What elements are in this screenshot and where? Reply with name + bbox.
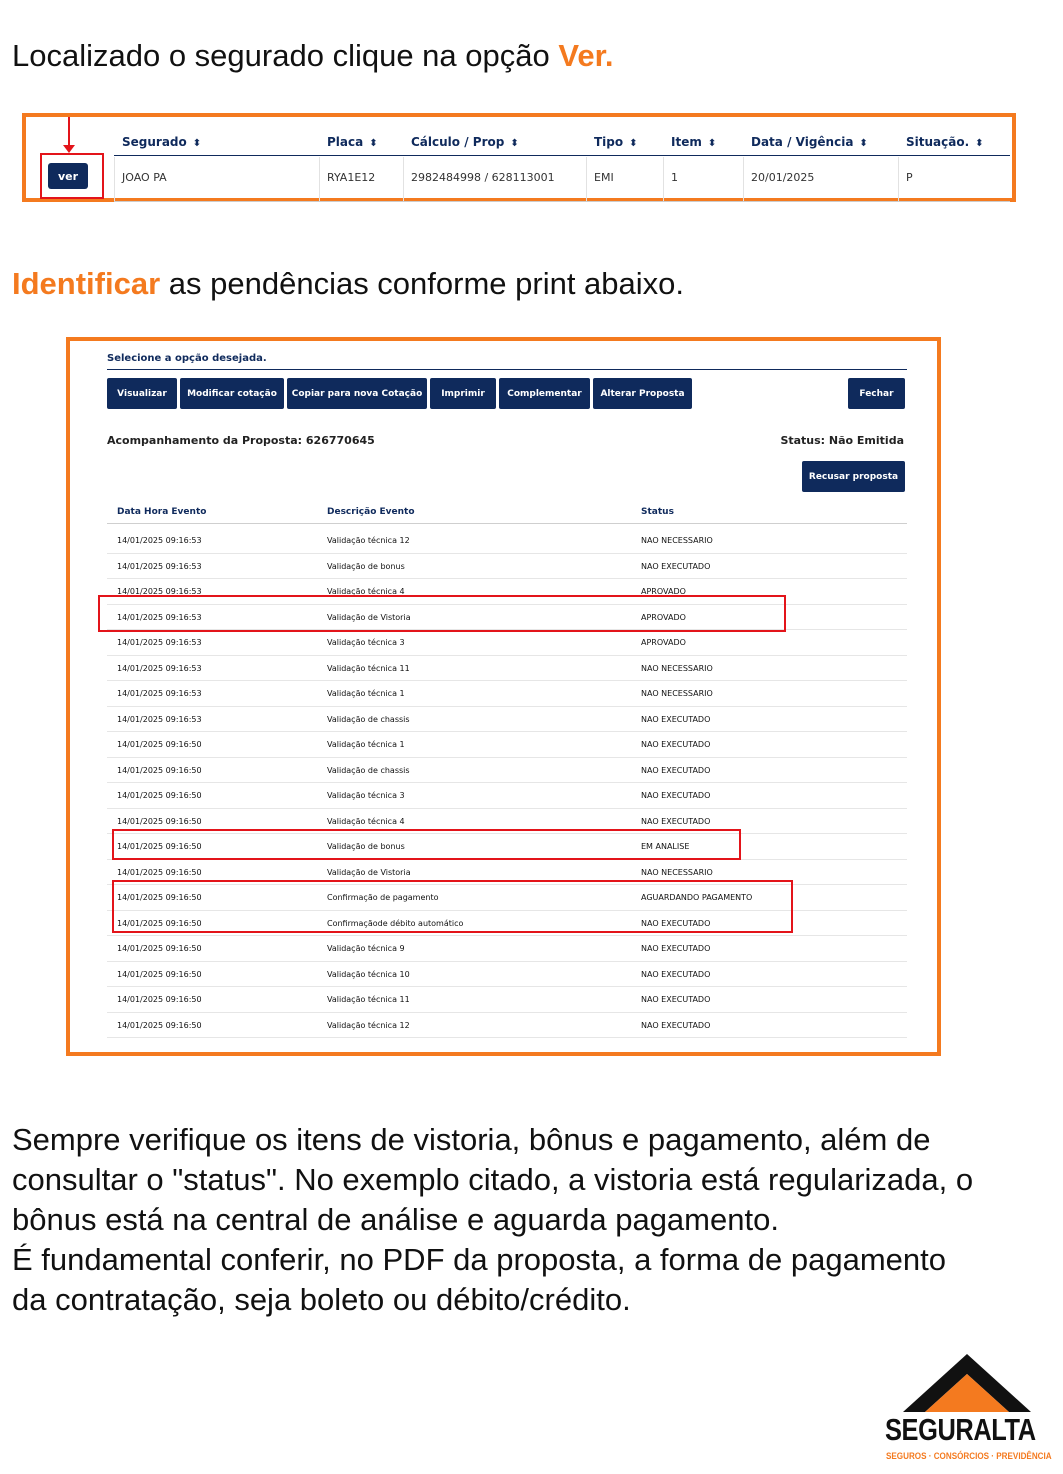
event-status: AGUARDANDO PAGAMENTO [641,893,753,902]
sort-icon: ⬍ [629,138,638,149]
event-description: Validação técnica 4 [327,816,405,826]
event-status: NAO EXECUTADO [641,995,711,1004]
event-status: NAO NECESSARIO [641,867,713,877]
event-status: NAO EXECUTADO [641,969,711,979]
event-description: Validação técnica 1 [327,689,405,698]
results-table [26,117,1012,198]
step2-highlight: Identificar [12,266,161,301]
cell-calculo: 2982484998 / 628113001 [411,171,555,184]
event-datetime: 14/01/2025 09:16:50 [117,995,202,1004]
event-description: Validação de Vistoria [327,612,411,622]
event-status: NAO EXECUTADO [641,765,711,775]
event-datetime: 14/01/2025 09:16:50 [117,867,202,877]
event-datetime: 14/01/2025 09:16:50 [117,918,202,928]
event-status: NAO EXECUTADO [641,791,711,800]
roof-logo-icon [885,1352,1050,1467]
event-status: NAO EXECUTADO [641,1020,711,1030]
complementar-button[interactable]: Complementar [499,378,590,409]
event-row [107,1013,907,1039]
alterar-proposta-button[interactable]: Alterar Proposta [593,378,692,409]
event-description: Validação de bonus [327,561,405,571]
sort-icon: ⬍ [707,138,717,149]
step2-text: as pendências conforme print abaixo. [160,266,685,301]
event-row [107,783,907,809]
event-datetime: 14/01/2025 09:16:50 [117,740,202,749]
cell-situacao: P [906,171,913,184]
proposal-status: Status: Não Emitida [780,434,904,447]
event-status: APROVADO [641,612,686,622]
paragraph-line: consultar o "status". No exemplo citado, a vistoria está regularizada, o [12,1162,974,1197]
event-datetime: 14/01/2025 09:16:53 [117,714,202,724]
imprimir-button[interactable]: Imprimir [430,378,496,409]
column-separator [743,157,744,201]
event-header-status: Status [641,507,674,517]
event-header-datetime: Data Hora Evento [117,507,207,517]
event-datetime: 14/01/2025 09:16:50 [117,969,202,979]
paragraph-line: Sempre verifique os itens de vistoria, bônus e pagamento, além de [12,1122,931,1157]
event-status: NAO NECESSARIO [641,689,713,698]
event-datetime: 14/01/2025 09:16:53 [117,689,202,698]
cell-data: 20/01/2025 [751,171,815,184]
row-divider [114,201,1010,202]
paragraph-line: da contratação, seja boleto ou débito/crédito. [12,1282,631,1317]
col-header-segurado[interactable]: Segurado ⬍ [122,135,202,149]
logo-tagline: SEGUROS · CONSÓRCIOS · PREVIDÊNCIA [886,1451,1052,1461]
copiar-nova-cotacao-button[interactable]: Copiar para nova Cotação [287,378,427,409]
event-datetime: 14/01/2025 09:16:53 [117,663,202,673]
event-description: Validação técnica 3 [327,791,405,800]
event-row [107,987,907,1013]
event-datetime: 14/01/2025 09:16:50 [117,791,202,800]
event-datetime: 14/01/2025 09:16:53 [117,536,202,545]
logo-wordmark: SEGURALTA [885,1412,1036,1447]
results-table-screenshot [22,113,1016,202]
event-datetime: 14/01/2025 09:16:53 [117,612,202,622]
ver-button[interactable]: ver [48,163,88,189]
paragraph-verification [12,1120,973,1240]
event-header-description: Descrição Evento [327,507,415,517]
select-option-title: Selecione a opção desejada. [107,353,267,364]
event-description: Validação técnica 3 [327,638,405,647]
event-description: Validação técnica 1 [327,740,405,749]
step1-highlight: Ver. [558,38,614,73]
event-description: Confirmação de pagamento [327,893,439,902]
step2-instruction [12,266,684,302]
event-status: EM ANALISE [641,842,690,851]
event-row [107,554,907,580]
arrow-pointer-icon [68,117,70,147]
arrow-head-icon [63,145,75,153]
step1-text: Localizado o segurado clique na opção [12,38,559,73]
event-datetime: 14/01/2025 09:16:50 [117,816,202,826]
proposal-tracking-screenshot [66,337,941,1056]
fechar-button[interactable]: Fechar [848,378,905,409]
event-row [107,732,907,758]
event-description: Validação de chassis [327,714,410,724]
col-header-data-vigencia[interactable]: Data / Vigência ⬍ [751,135,868,149]
event-description: Validação de bonus [327,842,405,851]
col-header-item[interactable]: Item ⬍ [671,135,717,149]
event-datetime: 14/01/2025 09:16:50 [117,1020,202,1030]
header-divider [114,155,1010,156]
highlight-pagamento [112,880,793,933]
event-status: NAO EXECUTADO [641,714,711,724]
event-row [107,528,907,554]
cell-item: 1 [671,171,678,184]
event-row [107,630,907,656]
modificar-cotacao-button[interactable]: Modificar cotação [180,378,284,409]
title-divider [107,369,907,370]
event-status: APROVADO [641,587,686,596]
event-datetime: 14/01/2025 09:16:50 [117,842,202,851]
column-separator [663,157,664,201]
event-datetime: 14/01/2025 09:16:53 [117,587,202,596]
event-description: Validação técnica 10 [327,969,410,979]
event-datetime: 14/01/2025 09:16:53 [117,638,202,647]
event-description: Validação técnica 11 [327,663,410,673]
event-description: Validação de Vistoria [327,867,411,877]
step1-instruction [12,38,614,74]
paragraph-line: É fundamental conferir, no PDF da proposta, a forma de pagamento [12,1242,946,1277]
event-status: NAO NECESSARIO [641,536,713,545]
event-status: NAO EXECUTADO [641,561,711,571]
event-datetime: 14/01/2025 09:16:50 [117,944,202,953]
col-header-placa[interactable]: Placa ⬍ [327,135,378,149]
cell-tipo: EMI [594,171,614,184]
highlight-vistoria [98,595,786,632]
column-separator [898,157,899,201]
cell-placa: RYA1E12 [327,171,376,184]
event-datetime: 14/01/2025 09:16:50 [117,765,202,775]
col-header-situacao[interactable]: Situação. ⬍ [906,135,984,149]
visualizar-button[interactable]: Visualizar [107,378,177,409]
col-header-calculo[interactable]: Cálculo / Prop ⬍ [411,135,519,149]
event-row [107,681,907,707]
col-header-tipo[interactable]: Tipo ⬍ [594,135,638,149]
sort-icon: ⬍ [510,138,519,149]
cell-segurado: JOAO PA [122,171,167,184]
paragraph-line: bônus está na central de análise e aguarda pagamento. [12,1202,779,1237]
event-status: NAO EXECUTADO [641,816,711,826]
event-description: Validação técnica 11 [327,995,410,1004]
event-row [107,707,907,733]
paragraph-pdf-check [12,1240,946,1320]
column-separator [114,157,115,201]
event-row [107,962,907,988]
proposal-number: Acompanhamento da Proposta: 626770645 [107,434,375,447]
event-description: Validação técnica 4 [327,587,405,596]
sort-icon: ⬍ [975,138,984,149]
column-separator [403,157,404,201]
event-status: NAO EXECUTADO [641,944,711,953]
recusar-proposta-button[interactable]: Recusar proposta [802,461,905,492]
event-description: Validação técnica 12 [327,536,410,545]
column-separator [319,157,320,201]
event-status: NAO EXECUTADO [641,740,711,749]
event-row [107,656,907,682]
event-datetime: 14/01/2025 09:16:50 [117,893,202,902]
event-description: Validação técnica 9 [327,944,405,953]
sort-icon: ⬍ [192,138,202,149]
sort-icon: ⬍ [859,138,868,149]
event-row [107,758,907,784]
sort-icon: ⬍ [369,138,378,149]
event-status: NAO NECESSARIO [641,663,713,673]
event-datetime: 14/01/2025 09:16:53 [117,561,202,571]
highlight-bonus [112,829,741,860]
event-row [107,936,907,962]
column-separator [586,157,587,201]
event-header-divider [107,523,907,524]
event-description: Confirmaçãode débito automático [327,918,464,928]
event-description: Validação de chassis [327,765,410,775]
event-description: Validação técnica 12 [327,1020,410,1030]
event-status: APROVADO [641,638,686,647]
event-status: NAO EXECUTADO [641,918,711,928]
